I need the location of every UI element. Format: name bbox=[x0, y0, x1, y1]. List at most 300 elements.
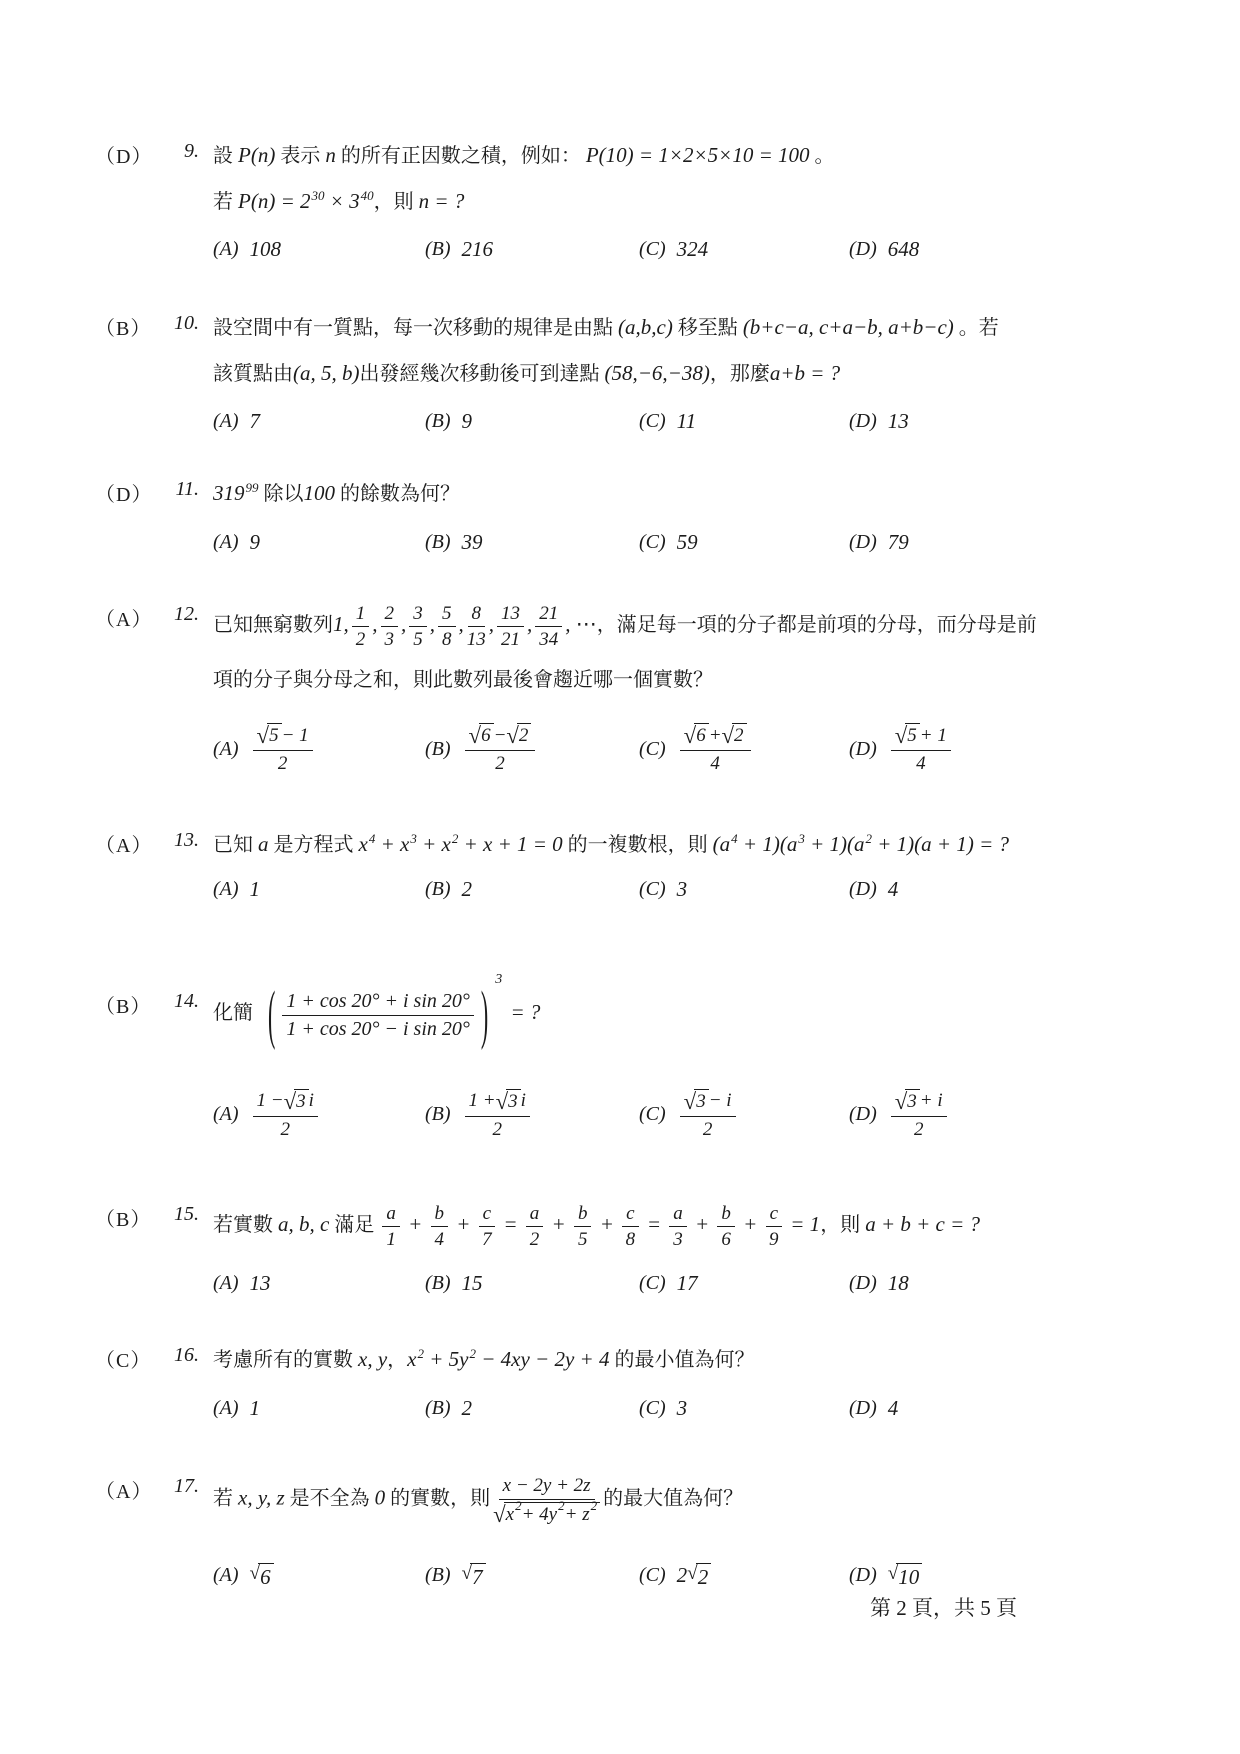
option-value bbox=[462, 530, 483, 555]
math-text: − 4xy − 2y + 4 bbox=[475, 1347, 610, 1372]
math-text: 2 bbox=[495, 753, 505, 775]
option-label: (A) bbox=[213, 238, 239, 260]
denominator bbox=[721, 1227, 731, 1251]
radicand bbox=[696, 1563, 712, 1589]
text: ，那麼 bbox=[709, 362, 770, 385]
math-text: 3 bbox=[413, 602, 423, 624]
fraction bbox=[526, 1203, 544, 1252]
option bbox=[849, 1396, 1212, 1421]
superscript: 4 bbox=[731, 831, 738, 847]
math-text: 4 bbox=[710, 753, 720, 775]
option-label: (C) bbox=[639, 1103, 666, 1126]
radicand bbox=[732, 723, 747, 747]
denominator bbox=[435, 1227, 445, 1251]
math-text: 1 bbox=[249, 876, 261, 901]
denominator bbox=[467, 627, 486, 651]
text: 除以 bbox=[258, 483, 304, 505]
numerator bbox=[382, 1203, 400, 1228]
math-text: 3 bbox=[676, 876, 688, 901]
square-root bbox=[506, 723, 531, 748]
options-row bbox=[213, 1271, 1212, 1296]
math-text: 3 bbox=[676, 1395, 688, 1420]
math-text: 10 bbox=[898, 1564, 920, 1589]
denominator bbox=[278, 751, 288, 775]
question-line bbox=[213, 312, 1212, 344]
option-label: (B) bbox=[425, 1564, 451, 1587]
question-body bbox=[213, 1475, 1212, 1589]
math-text: 5 bbox=[577, 1229, 588, 1251]
radical-icon: √ bbox=[468, 723, 482, 749]
question-body bbox=[213, 603, 1212, 776]
text: 的最小值為何？ bbox=[609, 1349, 755, 1372]
option bbox=[639, 409, 849, 434]
math-text: 1, bbox=[333, 611, 349, 636]
math-text: 2 bbox=[461, 1395, 473, 1420]
text: ，滿足每一項的分子都是前項的分母，而分母是前 bbox=[596, 613, 1037, 636]
math-text: 319 bbox=[213, 481, 245, 505]
option-value bbox=[250, 723, 316, 775]
math-text: + i bbox=[919, 1090, 943, 1112]
math-text: 5 bbox=[269, 725, 279, 747]
radicand bbox=[896, 1563, 922, 1589]
math-text: 108 bbox=[249, 237, 282, 261]
math-text: − bbox=[493, 724, 507, 746]
square-root bbox=[496, 1089, 521, 1114]
denominator bbox=[501, 627, 520, 651]
option bbox=[213, 409, 425, 434]
math-text: + bbox=[451, 1211, 476, 1236]
option bbox=[213, 1563, 425, 1589]
text: 移至點 bbox=[672, 317, 743, 339]
option-value bbox=[888, 1271, 909, 1296]
question-line bbox=[213, 358, 1212, 390]
math-text: + 1 bbox=[919, 724, 947, 746]
math-text: a, b, c bbox=[278, 1211, 330, 1236]
math-text: n bbox=[325, 143, 336, 167]
option-label: (D) bbox=[849, 410, 877, 432]
math-text: 3 bbox=[296, 1090, 306, 1112]
option-value bbox=[462, 1563, 486, 1589]
math-text: 0 bbox=[374, 1485, 386, 1510]
denominator bbox=[493, 1497, 600, 1527]
option-label: (C) bbox=[639, 877, 666, 900]
option bbox=[213, 723, 425, 775]
math-text: (a, 5, b) bbox=[293, 360, 360, 385]
math-text: − i bbox=[708, 1090, 732, 1112]
square-root bbox=[284, 1089, 309, 1114]
math-text: = bbox=[641, 1211, 667, 1236]
math-text: , bbox=[458, 611, 464, 636]
math-text: , ⋯ bbox=[565, 611, 597, 636]
square-root bbox=[684, 723, 709, 748]
square-root bbox=[684, 1089, 709, 1114]
math-text: + x bbox=[375, 832, 410, 857]
radical-icon: √ bbox=[495, 1088, 509, 1114]
paren-content bbox=[279, 990, 477, 1041]
math-text: + 1)(a + 1) = ? bbox=[872, 832, 1010, 857]
question-line bbox=[213, 1203, 1212, 1252]
text: 出發經幾次移動後可到達點 bbox=[359, 362, 605, 385]
option bbox=[213, 1271, 425, 1296]
option bbox=[639, 237, 849, 262]
option-value bbox=[250, 409, 261, 434]
math-text: 3 bbox=[384, 629, 394, 651]
question-body bbox=[213, 1344, 1212, 1421]
math-text: 13 bbox=[466, 629, 486, 651]
math-text: 39 bbox=[461, 529, 483, 554]
math-text: + x + 1 = 0 bbox=[458, 832, 563, 857]
numerator bbox=[680, 1089, 736, 1117]
fraction bbox=[282, 990, 474, 1041]
math-text: 216 bbox=[461, 237, 494, 261]
radical-icon: √ bbox=[894, 1088, 908, 1114]
math-text: , bbox=[488, 611, 494, 636]
fraction bbox=[409, 603, 427, 652]
math-text: + 5y bbox=[423, 1347, 469, 1372]
denominator bbox=[914, 1117, 924, 1141]
answer-key: （D） bbox=[95, 146, 153, 168]
option-label: (A) bbox=[213, 737, 239, 760]
math-text: = ? bbox=[505, 999, 541, 1024]
question-line bbox=[213, 140, 1212, 172]
math-text: a bbox=[258, 832, 269, 857]
option-label: (C) bbox=[639, 238, 666, 260]
math-text: 5 bbox=[907, 725, 917, 747]
math-text: x − 2y + 2z bbox=[502, 1474, 591, 1496]
option bbox=[425, 237, 639, 262]
text: 的最大值為何？ bbox=[603, 1487, 744, 1510]
text: 已知 bbox=[213, 834, 258, 857]
left-paren-icon: ( bbox=[268, 976, 276, 1052]
math-text: 4 bbox=[434, 1229, 444, 1251]
option-value bbox=[250, 237, 282, 262]
option-value bbox=[677, 237, 709, 262]
fraction bbox=[352, 603, 370, 652]
option-value bbox=[462, 1271, 483, 1296]
options-row bbox=[213, 1089, 1212, 1141]
answer-key: （A） bbox=[95, 1480, 153, 1503]
option bbox=[213, 1396, 425, 1421]
math-text: , bbox=[429, 611, 435, 636]
question-number: 11. bbox=[175, 478, 199, 500]
math-text: a + b + c = ? bbox=[865, 1211, 981, 1236]
question-line bbox=[213, 1475, 1212, 1527]
text: 該質點由 bbox=[213, 362, 293, 385]
square-root bbox=[895, 1089, 920, 1114]
option bbox=[425, 1563, 639, 1589]
numerator bbox=[381, 603, 399, 628]
option bbox=[849, 237, 1212, 262]
text: ，則 bbox=[373, 190, 419, 213]
question-body bbox=[213, 829, 1212, 902]
math-text: a bbox=[386, 1202, 396, 1224]
denominator bbox=[482, 1227, 492, 1251]
option bbox=[425, 530, 639, 555]
radical-icon: √ bbox=[249, 1562, 261, 1584]
radicand bbox=[694, 1089, 709, 1113]
math-text: 18 bbox=[887, 1271, 909, 1296]
fraction bbox=[493, 1475, 600, 1527]
option-value bbox=[888, 1563, 923, 1589]
math-text: 2 bbox=[529, 1229, 540, 1251]
option-label: (D) bbox=[849, 737, 877, 760]
option-value bbox=[677, 1089, 739, 1141]
text: 。 bbox=[809, 145, 835, 167]
numerator bbox=[766, 1203, 782, 1228]
option-label: (D) bbox=[849, 1103, 877, 1126]
radical-icon: √ bbox=[256, 723, 270, 749]
question-number: 9. bbox=[184, 140, 199, 162]
option bbox=[425, 1396, 639, 1421]
math-text: 8 bbox=[471, 602, 481, 624]
math-text: a+b = ? bbox=[769, 360, 841, 385]
math-text: a bbox=[673, 1202, 683, 1224]
option-label: (C) bbox=[639, 1396, 666, 1419]
numerator bbox=[499, 1475, 595, 1500]
superscript: 99 bbox=[245, 480, 259, 495]
option-label: (A) bbox=[213, 1396, 239, 1419]
math-text: 5 bbox=[442, 602, 452, 624]
denominator bbox=[442, 627, 452, 651]
option-label: (B) bbox=[425, 410, 451, 432]
radicand bbox=[694, 723, 709, 747]
denominator bbox=[495, 751, 505, 775]
math-text: 2 bbox=[702, 1118, 713, 1140]
math-text: + 1)(a bbox=[737, 832, 798, 857]
radicand bbox=[517, 723, 532, 747]
question-number: 12. bbox=[174, 602, 199, 625]
option bbox=[425, 723, 639, 775]
option-label: (D) bbox=[849, 1564, 877, 1587]
option bbox=[213, 530, 425, 555]
math-text: 13 bbox=[249, 1271, 271, 1296]
radicand bbox=[905, 723, 920, 747]
math-text: 2 bbox=[277, 753, 288, 775]
square-root bbox=[462, 1563, 486, 1589]
question-line bbox=[213, 186, 1212, 218]
math-text: + bbox=[708, 724, 722, 746]
radicand bbox=[504, 1497, 600, 1526]
option-label: (B) bbox=[425, 737, 451, 760]
options-row bbox=[213, 237, 1212, 262]
math-text: 2 bbox=[492, 1118, 502, 1140]
option-value bbox=[888, 723, 954, 775]
math-text: + z bbox=[564, 1503, 590, 1525]
radicand bbox=[258, 1563, 274, 1589]
question-number: 15. bbox=[174, 1202, 199, 1225]
math-text: 17 bbox=[676, 1271, 698, 1296]
option-label: (A) bbox=[213, 1272, 239, 1295]
fraction bbox=[465, 1089, 530, 1141]
option bbox=[849, 1089, 1212, 1141]
text: 是不全為 bbox=[284, 1487, 375, 1510]
radicand bbox=[470, 1563, 486, 1589]
option-value bbox=[677, 409, 696, 434]
question-line bbox=[213, 829, 1212, 861]
radical-icon: √ bbox=[283, 1088, 297, 1114]
option bbox=[425, 1271, 639, 1296]
math-text: 11 bbox=[676, 409, 697, 433]
math-text: 4 bbox=[916, 753, 926, 775]
math-text: 1 + bbox=[468, 1090, 496, 1112]
option bbox=[639, 877, 849, 902]
denominator bbox=[413, 627, 423, 651]
text: 項的分子與分母之和，則此數列最後會趨近哪一個實數？ bbox=[213, 669, 713, 692]
numerator bbox=[479, 1203, 495, 1228]
denominator bbox=[280, 1117, 290, 1141]
numerator bbox=[431, 1203, 449, 1228]
text: ， bbox=[387, 1349, 408, 1372]
math-text: 15 bbox=[461, 1271, 483, 1296]
question bbox=[95, 312, 1212, 434]
radical-icon: √ bbox=[887, 1562, 899, 1584]
option bbox=[425, 877, 639, 902]
option-label: (C) bbox=[639, 1564, 666, 1587]
math-text: 21 bbox=[539, 602, 559, 624]
text: 化簡 bbox=[213, 1001, 258, 1024]
question bbox=[95, 1475, 1212, 1589]
math-text: 21 bbox=[501, 629, 520, 651]
question bbox=[95, 140, 1212, 262]
math-text: i bbox=[308, 1090, 314, 1112]
question-line bbox=[213, 478, 1212, 510]
numerator bbox=[717, 1203, 735, 1228]
answer-key: （D） bbox=[95, 484, 153, 506]
fraction bbox=[680, 1089, 736, 1141]
math-text: 2 bbox=[518, 725, 529, 747]
square-root bbox=[687, 1563, 711, 1589]
option-label: (B) bbox=[425, 1103, 451, 1126]
option-value bbox=[250, 1563, 274, 1589]
options-row bbox=[213, 877, 1212, 902]
option bbox=[639, 723, 849, 775]
math-text: (b+c−a, c+a−b, a+b−c) bbox=[742, 315, 954, 339]
option bbox=[849, 877, 1212, 902]
math-text: − 1 bbox=[281, 724, 309, 746]
numerator bbox=[526, 1203, 544, 1228]
options-row bbox=[213, 1396, 1212, 1421]
numerator bbox=[409, 603, 427, 628]
option-value bbox=[462, 237, 494, 262]
fraction bbox=[479, 1203, 495, 1252]
math-text: 1 − bbox=[256, 1090, 284, 1112]
option bbox=[425, 1089, 639, 1141]
numerator bbox=[282, 990, 474, 1016]
text: 。若 bbox=[953, 317, 999, 339]
math-text: 2 bbox=[461, 876, 473, 901]
numerator bbox=[352, 603, 370, 628]
fraction bbox=[717, 1203, 735, 1252]
answer-key: （C） bbox=[95, 1350, 152, 1373]
option bbox=[639, 1563, 849, 1589]
numerator bbox=[622, 1203, 638, 1228]
option bbox=[213, 237, 425, 262]
page-footer: 第 2 頁，共 5 頁 bbox=[870, 1596, 1017, 1620]
math-text: x bbox=[407, 1347, 417, 1372]
math-text: n = ? bbox=[418, 188, 465, 213]
math-text: (58,−6,−38) bbox=[604, 360, 710, 385]
text: ，則 bbox=[820, 1213, 866, 1236]
option-value bbox=[888, 409, 909, 434]
question bbox=[95, 1203, 1212, 1297]
math-text: a bbox=[529, 1202, 540, 1224]
superscript: 2 bbox=[590, 1497, 598, 1513]
parenthesized-expression bbox=[264, 971, 503, 1052]
square-root bbox=[722, 723, 747, 748]
math-text: , bbox=[372, 611, 378, 636]
numerator bbox=[535, 603, 562, 628]
denominator bbox=[356, 627, 366, 651]
math-text: 2 bbox=[384, 602, 394, 624]
option-value bbox=[250, 530, 261, 555]
radical-icon: √ bbox=[683, 723, 697, 749]
math-text: (a bbox=[712, 832, 731, 857]
fraction bbox=[622, 1203, 638, 1252]
math-text: 13 bbox=[887, 409, 909, 433]
math-text: x bbox=[358, 832, 368, 857]
option-value bbox=[888, 237, 920, 262]
math-text: 6 bbox=[721, 1229, 731, 1251]
math-text: + bbox=[689, 1211, 715, 1236]
math-text: 2 bbox=[697, 1564, 709, 1589]
text: 若 bbox=[213, 1487, 238, 1510]
option-value bbox=[888, 530, 909, 555]
math-text: = bbox=[498, 1211, 523, 1236]
radical-icon: √ bbox=[493, 1501, 506, 1527]
option-value bbox=[462, 1396, 473, 1421]
math-text: 9 bbox=[461, 409, 473, 433]
math-text: + 4y bbox=[521, 1503, 558, 1525]
math-text: 6 bbox=[260, 1564, 271, 1589]
radicand bbox=[479, 723, 494, 747]
option-label: (A) bbox=[213, 1103, 239, 1126]
math-text: × 3 bbox=[324, 188, 360, 213]
radicand bbox=[506, 1089, 521, 1113]
math-text: 7 bbox=[472, 1564, 483, 1589]
text: 設 bbox=[213, 145, 238, 167]
math-text: , bbox=[401, 611, 407, 636]
question-line bbox=[213, 665, 1212, 695]
numerator bbox=[680, 723, 751, 751]
question-number: 16. bbox=[174, 1344, 199, 1367]
text: 的一複數根，則 bbox=[562, 834, 713, 857]
numerator bbox=[253, 723, 313, 751]
math-text: 8 bbox=[442, 629, 452, 651]
text: 若實數 bbox=[213, 1213, 278, 1236]
fraction bbox=[766, 1203, 782, 1252]
superscript: 2 bbox=[451, 831, 459, 847]
square-root bbox=[250, 1563, 274, 1589]
question-number: 14. bbox=[174, 989, 199, 1012]
option-value bbox=[888, 1089, 950, 1141]
denominator bbox=[703, 1117, 713, 1141]
question bbox=[95, 1344, 1212, 1421]
paren-exponent: 3 bbox=[495, 971, 503, 987]
math-text: 2 bbox=[280, 1118, 290, 1140]
radical-icon: √ bbox=[894, 723, 908, 749]
numerator bbox=[891, 723, 951, 751]
math-text: 1 bbox=[355, 602, 366, 624]
radical-icon: √ bbox=[687, 1562, 698, 1584]
square-root bbox=[469, 723, 494, 748]
option-label: (B) bbox=[425, 1272, 451, 1295]
superscript: 3 bbox=[798, 831, 805, 847]
math-text: 1 + cos 20° − i sin 20° bbox=[286, 1017, 470, 1040]
option-label: (B) bbox=[425, 530, 451, 553]
numerator bbox=[574, 1203, 592, 1228]
math-text: b bbox=[721, 1202, 731, 1224]
answer-key: （A） bbox=[95, 608, 153, 631]
